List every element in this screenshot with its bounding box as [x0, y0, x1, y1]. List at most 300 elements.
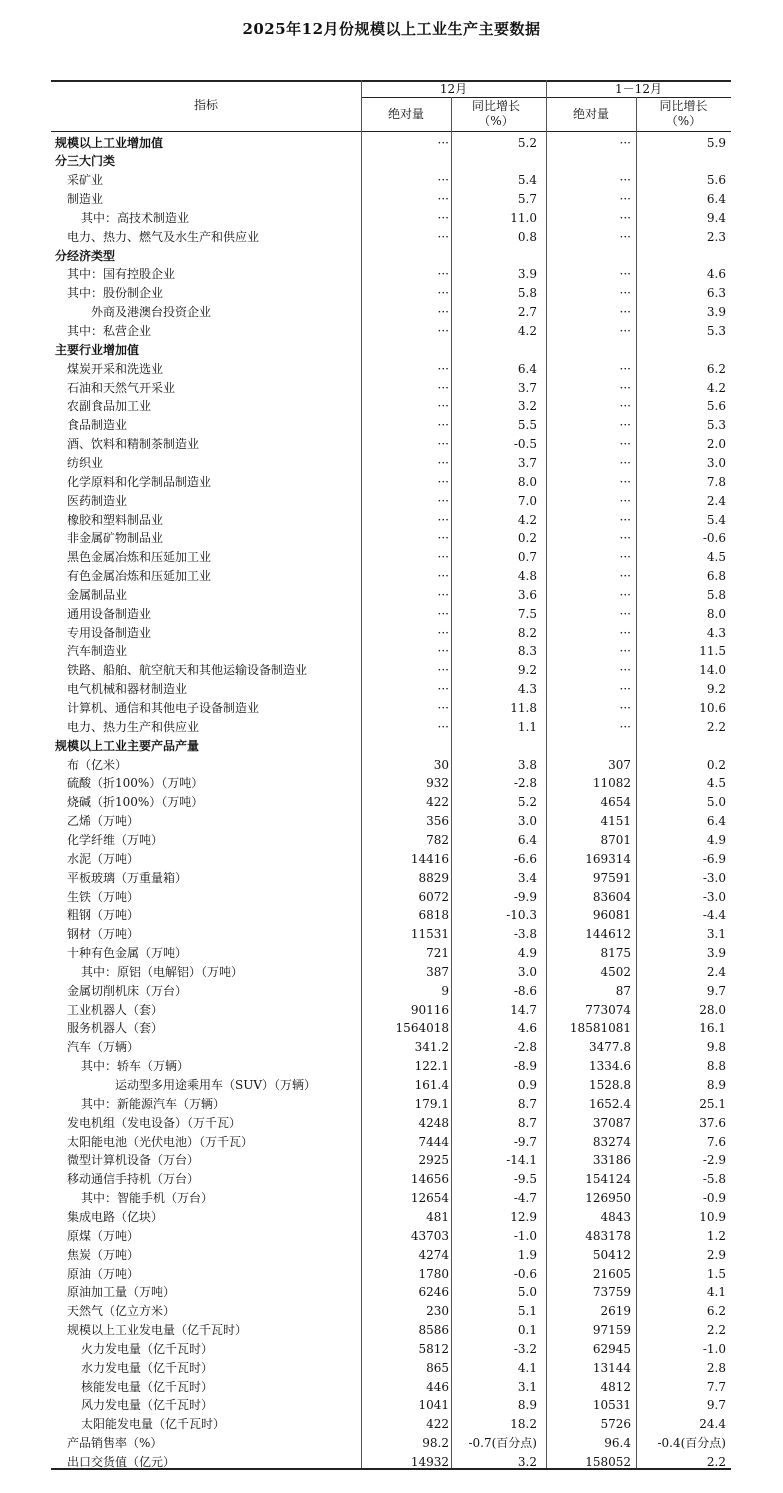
row-value: ··· — [437, 531, 449, 546]
row-value: 12654 — [410, 1191, 449, 1206]
row-value: 9.4 — [706, 210, 726, 225]
table-row — [51, 284, 731, 303]
row-value: 721 — [426, 946, 449, 961]
row-value: -3.0 — [702, 889, 726, 904]
row-value: 14.0 — [699, 663, 726, 678]
row-value: 158052 — [585, 1455, 631, 1469]
row-value: 5.2 — [517, 795, 537, 810]
row-label: 电力、热力、燃气及水生产和供应业 — [67, 229, 260, 244]
table-row — [51, 397, 731, 416]
row-value: -1.0 — [513, 1228, 537, 1243]
row-value: ··· — [437, 305, 449, 320]
row-value: -0.9 — [702, 1191, 726, 1206]
header-period-ytd: 1－12月 — [615, 82, 662, 96]
row-value: 12.9 — [510, 1209, 537, 1224]
row-value: ··· — [619, 569, 631, 584]
row-value: 7.0 — [517, 493, 537, 508]
row-value: -0.4(百分点) — [657, 1436, 726, 1451]
row-value: 4151 — [600, 814, 631, 829]
row-value: 3.7 — [517, 380, 537, 395]
row-value: -6.6 — [513, 851, 537, 866]
row-value: ··· — [437, 719, 449, 734]
row-value: ··· — [437, 286, 449, 301]
row-value: 8.7 — [517, 1096, 537, 1111]
row-value: ··· — [437, 493, 449, 508]
row-value: 1.1 — [517, 719, 537, 734]
row-value: 4.2 — [706, 380, 726, 395]
row-value: 4502 — [600, 964, 631, 979]
row-value: 24.4 — [699, 1417, 726, 1432]
row-value: ··· — [619, 493, 631, 508]
row-value: 1528.8 — [589, 1078, 631, 1092]
row-value: ··· — [437, 625, 449, 640]
row-value: 4.9 — [706, 832, 726, 847]
row-value: 5.9 — [706, 135, 726, 150]
row-value: 144612 — [585, 927, 631, 942]
row-value: 1780 — [418, 1266, 449, 1281]
row-value: 7.7 — [706, 1379, 726, 1394]
row-value: ··· — [619, 701, 631, 715]
row-value: 5.0 — [517, 1285, 537, 1300]
table-row — [51, 605, 731, 624]
row-value: 2.2 — [706, 1323, 726, 1338]
row-value: ··· — [619, 192, 631, 207]
row-value: 4.6 — [706, 267, 726, 282]
row-value: 5.6 — [706, 399, 726, 414]
row-value: 11.8 — [510, 701, 537, 715]
table-row — [51, 322, 731, 341]
row-value: 6.4 — [706, 814, 726, 829]
header-abs-value-ytd: 绝对量 — [572, 107, 609, 121]
row-value: -14.1 — [506, 1153, 537, 1168]
row-value: -4.4 — [702, 908, 726, 923]
row-label: 化学原料和化学制品制造业 — [67, 474, 212, 489]
row-label: 布（亿米） — [67, 757, 128, 772]
row-label: 规模以上工业增加值 — [55, 135, 164, 150]
table-row — [51, 888, 731, 907]
row-label: 原油（万吨） — [67, 1266, 140, 1281]
row-value: 2.2 — [706, 719, 726, 734]
row-label: 原油加工量（万吨） — [67, 1285, 176, 1300]
row-value: ··· — [619, 380, 631, 395]
row-value: 28.0 — [699, 1002, 726, 1017]
row-value: ··· — [619, 663, 631, 678]
table-row — [51, 473, 731, 492]
row-label: 制造业 — [67, 192, 104, 207]
table-row — [51, 1302, 731, 1321]
header-indicator: 指标 — [193, 98, 218, 112]
row-value: 6246 — [418, 1285, 449, 1300]
table-row — [51, 190, 731, 209]
header-bottom-rule — [51, 131, 731, 132]
row-label: 集成电路（亿块） — [67, 1209, 164, 1224]
row-value: 3.9 — [706, 946, 726, 961]
row-value: 1041 — [418, 1398, 449, 1413]
table-row — [51, 228, 731, 247]
table-row — [51, 1227, 731, 1246]
row-label: 硫酸（折100%）（万吨） — [67, 776, 204, 791]
row-value: 62945 — [592, 1341, 631, 1356]
row-value: ··· — [619, 173, 631, 188]
row-value: 1652.4 — [589, 1096, 631, 1111]
row-value: ··· — [619, 418, 631, 433]
row-value: 126950 — [585, 1191, 631, 1206]
row-label: 生铁（万吨） — [67, 889, 140, 904]
row-value: ··· — [619, 267, 631, 282]
row-value: 8829 — [418, 870, 449, 885]
table-row — [51, 680, 731, 699]
row-value: ··· — [619, 474, 631, 489]
row-value: 9.2 — [517, 663, 537, 678]
row-value: 5.8 — [706, 587, 726, 602]
row-label: 采矿业 — [67, 173, 104, 188]
table-row — [51, 1208, 731, 1227]
row-label: 其中：高技术制造业 — [81, 210, 190, 225]
row-value: 10.9 — [699, 1209, 726, 1224]
row-value: 4.3 — [517, 682, 537, 697]
row-value: 1334.6 — [589, 1059, 631, 1074]
row-value: 97159 — [592, 1323, 631, 1338]
table-row — [51, 906, 731, 925]
row-value: 10.6 — [699, 701, 726, 715]
row-value: 4274 — [418, 1247, 449, 1262]
row-value: ··· — [437, 135, 449, 150]
row-value: 307 — [608, 757, 631, 772]
table-row — [51, 492, 731, 511]
row-value: ··· — [437, 663, 449, 678]
row-value: 6.8 — [706, 569, 726, 584]
table-row — [51, 1170, 731, 1189]
row-value: 96.4 — [604, 1436, 631, 1451]
row-value: ··· — [619, 606, 631, 621]
row-label: 石油和天然气开采业 — [67, 380, 176, 395]
row-label: 产品销售率（%） — [67, 1436, 163, 1451]
row-label: 化学纤维（万吨） — [67, 832, 164, 847]
row-value: 2.2 — [706, 1455, 726, 1469]
table-row — [51, 1415, 731, 1434]
row-value: 4812 — [600, 1379, 631, 1394]
row-value: 483178 — [585, 1228, 631, 1243]
row-value: 5.1 — [517, 1304, 537, 1319]
row-label: 风力发电量（亿千瓦时） — [81, 1398, 214, 1413]
row-value: 356 — [426, 814, 449, 829]
table-row — [51, 209, 731, 228]
row-label: 其中：原铝（电解铝）（万吨） — [81, 964, 244, 979]
row-label: 微型计算机设备（万台） — [67, 1153, 200, 1168]
table-row — [51, 624, 731, 643]
row-value: 0.1 — [517, 1323, 537, 1338]
row-value: 3.0 — [706, 455, 726, 470]
row-label: 水力发电量（亿千瓦时） — [81, 1360, 214, 1375]
row-value: 7.6 — [706, 1134, 726, 1149]
row-value: 3.2 — [517, 399, 537, 414]
table-row — [51, 774, 731, 793]
row-value: 37087 — [592, 1115, 631, 1130]
row-value: 782 — [426, 832, 449, 847]
row-value: ··· — [437, 682, 449, 697]
row-value: ··· — [619, 399, 631, 414]
row-value: 6.2 — [706, 361, 726, 376]
row-value: 7.5 — [517, 606, 537, 621]
row-label: 其中：国有控股企业 — [67, 267, 176, 282]
row-value: 865 — [426, 1360, 449, 1375]
row-value: ··· — [619, 305, 631, 320]
table-row — [51, 152, 731, 171]
row-value: ··· — [437, 324, 449, 338]
row-value: ··· — [437, 606, 449, 621]
table-row — [51, 1340, 731, 1359]
row-value: 1.5 — [706, 1266, 726, 1281]
row-value: 5.0 — [706, 795, 726, 810]
row-value: ··· — [437, 644, 449, 659]
row-label: 出口交货值（亿元） — [67, 1455, 176, 1469]
row-value: 14.7 — [510, 1002, 537, 1017]
row-value: 14932 — [410, 1455, 449, 1469]
table-row — [51, 1246, 731, 1265]
row-value: 25.1 — [699, 1096, 726, 1111]
row-value: 2.4 — [706, 493, 726, 508]
row-value: 5.5 — [517, 418, 537, 433]
row-value: 13144 — [592, 1360, 631, 1375]
row-value: 9 — [441, 983, 449, 998]
row-value: -8.6 — [513, 983, 537, 998]
row-value: 6072 — [418, 889, 449, 904]
table-row — [51, 831, 731, 850]
table-row — [51, 1057, 731, 1076]
row-value: 83274 — [592, 1134, 631, 1149]
table-row — [51, 1396, 731, 1415]
table-row — [51, 1038, 731, 1057]
row-value: 3.1 — [706, 927, 726, 942]
row-value: -8.9 — [513, 1059, 537, 1074]
row-label: 汽车（万辆） — [67, 1040, 140, 1055]
row-value: 7444 — [418, 1134, 449, 1149]
row-label: 烧碱（折100%）（万吨） — [67, 795, 204, 810]
row-label: 橡胶和塑料制品业 — [67, 512, 164, 527]
row-value: 87 — [615, 983, 631, 998]
table-row — [51, 963, 731, 982]
row-value: -1.0 — [702, 1341, 726, 1356]
row-label: 钢材（万吨） — [67, 927, 140, 942]
row-label: 计算机、通信和其他电子设备制造业 — [67, 701, 260, 715]
row-label: 通用设备制造业 — [67, 606, 152, 621]
row-value: 33186 — [592, 1153, 631, 1168]
row-value: 8.9 — [706, 1078, 726, 1092]
table-row — [51, 869, 731, 888]
row-label: 医药制造业 — [67, 493, 128, 508]
row-value: -0.7(百分点) — [468, 1436, 537, 1451]
table-row — [51, 379, 731, 398]
row-value: 3.1 — [517, 1379, 537, 1394]
row-label: 核能发电量（亿千瓦时） — [81, 1379, 214, 1394]
table-row — [51, 1133, 731, 1152]
row-value: 169314 — [585, 851, 631, 866]
row-value: 4.8 — [517, 569, 537, 584]
row-value: ··· — [619, 587, 631, 602]
row-label: 纺织业 — [67, 455, 104, 470]
row-value: ··· — [437, 173, 449, 188]
row-value: 5812 — [418, 1341, 449, 1356]
row-value: 5.4 — [517, 173, 537, 188]
row-label: 火力发电量（亿千瓦时） — [81, 1341, 214, 1356]
row-label: 其中：私营企业 — [67, 324, 152, 338]
row-value: ··· — [437, 267, 449, 282]
row-value: 5.7 — [517, 192, 537, 207]
table-row — [51, 1434, 731, 1453]
table-row — [51, 435, 731, 454]
row-value: 6.4 — [517, 832, 537, 847]
row-label: 服务机器人（套） — [67, 1021, 164, 1036]
row-label: 工业机器人（套） — [67, 1002, 164, 1017]
row-value: 6.3 — [706, 286, 726, 301]
row-label: 移动通信手持机（万台） — [67, 1172, 200, 1187]
row-value: 8586 — [418, 1323, 449, 1338]
table-row — [51, 737, 731, 756]
row-value: ··· — [437, 512, 449, 527]
table-row — [51, 1189, 731, 1208]
row-label: 水泥（万吨） — [67, 851, 140, 866]
row-label: 天然气（亿立方米） — [67, 1304, 176, 1319]
row-label: 酒、饮料和精制茶制造业 — [67, 437, 200, 452]
table-row — [51, 548, 731, 567]
row-label: 主要行业增加值 — [55, 342, 140, 357]
row-value: 3477.8 — [589, 1040, 631, 1055]
row-value: ··· — [619, 361, 631, 376]
row-value: 4.1 — [517, 1360, 537, 1375]
row-label: 分经济类型 — [55, 248, 116, 263]
row-label: 铁路、船舶、航空航天和其他运输设备制造业 — [67, 663, 308, 678]
row-value: 18.2 — [510, 1417, 537, 1432]
row-value: 387 — [426, 964, 449, 979]
row-value: 6.4 — [517, 361, 537, 376]
row-value: 5.6 — [706, 173, 726, 188]
row-value: 422 — [426, 795, 449, 810]
row-value: ··· — [619, 719, 631, 734]
row-value: 90116 — [410, 1002, 449, 1017]
row-label: 电气机械和器材制造业 — [67, 682, 188, 697]
row-value: -2.8 — [513, 776, 537, 791]
row-value: 2925 — [418, 1153, 449, 1168]
row-value: 8701 — [600, 832, 631, 847]
row-label: 发电机组（发电设备）（万千瓦） — [67, 1115, 242, 1130]
row-value: -2.9 — [702, 1153, 726, 1168]
row-label: 粗钢（万吨） — [67, 908, 140, 923]
row-value: 9.8 — [706, 1040, 726, 1055]
row-value: 4.3 — [706, 625, 726, 640]
row-label: 太阳能发电量（亿千瓦时） — [81, 1417, 226, 1432]
row-value: 50412 — [592, 1247, 631, 1262]
row-value: 8.0 — [706, 606, 726, 621]
row-value: -10.3 — [506, 908, 537, 923]
row-value: ··· — [619, 455, 631, 470]
row-value: 10531 — [592, 1398, 631, 1413]
row-label: 外商及港澳台投资企业 — [91, 305, 212, 320]
header-yoy-ytd: 同比增长 — [659, 99, 708, 113]
row-value: 4248 — [418, 1115, 449, 1130]
row-value: 4.6 — [517, 1021, 537, 1036]
row-value: 481 — [426, 1209, 449, 1224]
table-row — [51, 642, 731, 661]
row-value: 97591 — [592, 870, 631, 885]
table-row — [51, 1151, 731, 1170]
row-value: -4.7 — [513, 1191, 537, 1206]
row-value: ··· — [437, 418, 449, 433]
table-row — [51, 1283, 731, 1302]
row-value: 5.4 — [706, 512, 726, 527]
row-value: ··· — [437, 192, 449, 207]
row-label: 专用设备制造业 — [67, 625, 152, 640]
row-value: ··· — [437, 455, 449, 470]
row-value: 14656 — [410, 1172, 449, 1187]
row-value: 3.2 — [517, 1455, 537, 1469]
table-row — [51, 1019, 731, 1038]
row-value: 932 — [426, 776, 449, 791]
row-value: ··· — [619, 531, 631, 546]
row-value: 4843 — [600, 1209, 631, 1224]
header-pct-month: （%） — [478, 114, 514, 128]
row-value: 5.2 — [517, 135, 537, 150]
row-value: 2.8 — [706, 1360, 726, 1375]
row-value: 9.7 — [706, 983, 726, 998]
row-value: 4.5 — [706, 550, 726, 565]
table-row — [51, 529, 731, 548]
row-label: 平板玻璃（万重量箱） — [67, 870, 188, 885]
row-value: 179.1 — [414, 1096, 449, 1111]
row-value: -6.9 — [702, 851, 726, 866]
table-bottom-rule — [51, 1468, 731, 1470]
row-value: 2.4 — [706, 964, 726, 979]
row-label: 规模以上工业发电量（亿千瓦时） — [67, 1323, 248, 1338]
row-value: 21605 — [592, 1266, 631, 1281]
row-value: 161.4 — [414, 1078, 449, 1092]
row-value: 8.7 — [517, 1115, 537, 1130]
row-label: 黑色金属冶炼和压延加工业 — [67, 550, 212, 565]
table-row — [51, 1321, 731, 1340]
row-value: ··· — [437, 229, 449, 244]
row-value: 341.2 — [414, 1040, 449, 1055]
row-label: 非金属矿物制品业 — [67, 531, 164, 546]
row-value: 4.1 — [706, 1285, 726, 1300]
row-value: ··· — [619, 550, 631, 565]
row-value: -5.8 — [702, 1172, 726, 1187]
row-value: 3.4 — [517, 870, 537, 885]
row-label: 金属切削机床（万台） — [67, 983, 188, 998]
row-value: -0.5 — [513, 437, 537, 452]
row-value: 3.7 — [517, 455, 537, 470]
row-value: ··· — [619, 512, 631, 527]
table-row — [51, 567, 731, 586]
row-value: 14416 — [410, 851, 449, 866]
row-label: 金属制品业 — [67, 587, 128, 602]
row-value: -9.5 — [513, 1172, 537, 1187]
table-row — [51, 586, 731, 605]
row-value: ··· — [619, 437, 631, 452]
row-value: 6818 — [418, 908, 449, 923]
table-row — [51, 134, 731, 153]
row-label: 有色金属冶炼和压延加工业 — [67, 569, 212, 584]
table-row — [51, 416, 731, 435]
table-row — [51, 982, 731, 1001]
table-row — [51, 303, 731, 322]
row-value: 2.0 — [706, 437, 726, 452]
row-value: 3.0 — [517, 964, 537, 979]
row-value: -3.0 — [702, 870, 726, 885]
table-row — [51, 265, 731, 284]
row-value: 3.6 — [517, 587, 537, 602]
row-value: 4.9 — [517, 946, 537, 961]
table-row — [51, 756, 731, 775]
table-row — [51, 341, 731, 360]
